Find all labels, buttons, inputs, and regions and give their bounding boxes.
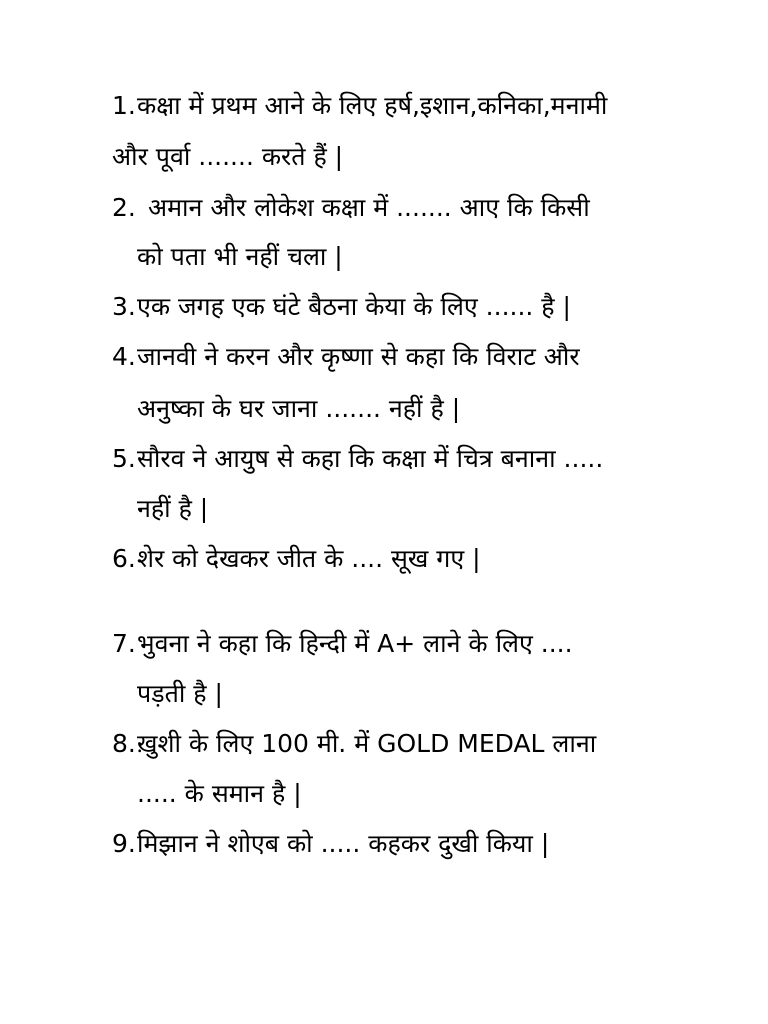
question-number: 9.	[112, 829, 136, 858]
question-number: 6.	[112, 544, 136, 573]
question-text: मिझान ने शोएब को ..... कहकर दुखी किया |	[137, 829, 550, 858]
question-number: 5.	[112, 444, 136, 473]
question-text: भुवना ने कहा कि हिन्दी में A+ लाने के लिए ....	[137, 629, 573, 658]
question-text: एक जगह एक घंटे बैठना केया के लिए ...... है |	[137, 292, 571, 321]
question-text: जानवी ने करन और कृष्णा से कहा कि विराट और	[137, 342, 580, 371]
question-text: ख़ुशी के लिए 100 मी. में GOLD MEDAL लाना	[137, 729, 597, 758]
question-number: 7.	[112, 629, 136, 658]
question-text-continued: और पूर्वा ....... करते हैं |	[112, 142, 344, 171]
question-text: अमान और लोकेश कक्षा में ....... आए कि किसी	[148, 193, 590, 222]
question-number: 2.	[112, 193, 136, 222]
question-text-continued: नहीं है |	[137, 494, 209, 523]
question-text-continued: अनुष्का के घर जाना ....... नहीं है |	[137, 394, 461, 423]
question-text: सौरव ने आयुष से कहा कि कक्षा में चित्र बनाना .....	[137, 444, 604, 473]
question-number: 4.	[112, 342, 136, 371]
question-text-continued: ..... के समान है |	[137, 779, 302, 808]
question-number: 3.	[112, 292, 136, 321]
question-text-continued: पड़ती है |	[137, 679, 223, 708]
question-number: 1.	[112, 91, 136, 120]
question-text-continued: को पता भी नहीं चला |	[137, 242, 343, 271]
question-text: कक्षा में प्रथम आने के लिए हर्ष,इशान,कनिका,मनामी	[137, 91, 608, 120]
question-text: शेर को देखकर जीत के .... सूख गए |	[137, 544, 481, 573]
question-number: 8.	[112, 729, 136, 758]
